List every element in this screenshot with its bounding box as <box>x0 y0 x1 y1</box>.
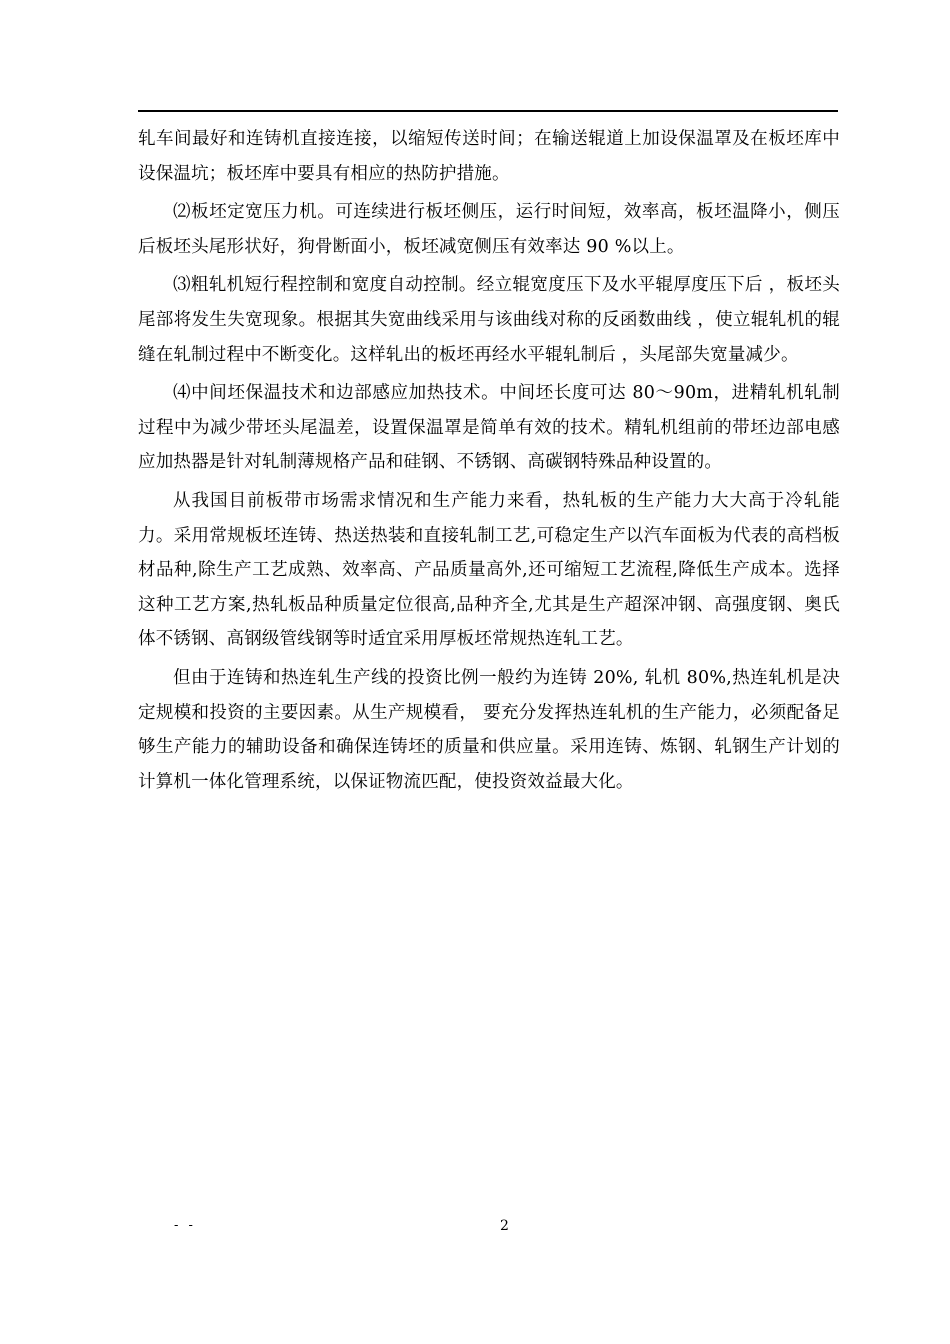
paragraph: 轧车间最好和连铸机直接连接，以缩短传送时间；在输送辊道上加设保温罩及在板坯库中设保温坑；板坯库中要具有相应的热防护措施。 <box>138 129 840 184</box>
paragraph: ⑷中间坯保温技术和边部感应加热技术。中间坯长度可达 80～90m，进精轧机轧制过程中为减少带坯头尾温差，设置保温罩是简单有效的技术。精轧机组前的带坯边部电感应加热器是针对轧制薄规格产品和硅钢、不锈钢、高碳钢特殊品种设置的。 <box>138 383 840 473</box>
paragraph: 从我国目前板带市场需求情况和生产能力来看，热轧板的生产能力大大高于冷轧能力。采用常规板坯连铸、热送热装和直接轧制工艺,可稳定生产以汽车面板为代表的高档板材品种,除生产工艺成熟、效率高、产品质量高外,还可缩短工艺流程,降低生产成本。选择这种工艺方案,热轧板品种质量定位很高,品种齐全,尤其是生产超深冲钢、高强度钢、奥氏体不锈钢、高钢级管线钢等时适宜采用厚板坯常规热连轧工艺。 <box>138 490 840 650</box>
paragraph: ⑶粗轧机短行程控制和宽度自动控制。经立辊宽度压下及水平辊厚度压下后 ，板坯头尾部将发生失宽现象。根据其失宽曲线采用与该曲线对称的反函数曲线 ，使立辊轧机的辊缝在轧制过程中不断变化。这样轧出的板坯再经水平辊轧制后 ，头尾部失宽量减少。 <box>138 275 840 365</box>
paragraph: 但由于连铸和热连轧生产线的投资比例一般约为连铸 20%, 轧机 80%,热连轧机是决定规模和投资的主要因素。从生产规模看， 要充分发挥热连轧机的生产能力，必须配备足够生产能力的辅助设备和确保连铸坯的质量和供应量。采用连铸、炼钢、轧钢生产计划的计算机一体化管理系统，以保证物流匹配，使投资效益最大化。 <box>138 667 840 792</box>
header-rule <box>138 110 838 112</box>
footer-mark: - - <box>174 1218 196 1233</box>
document-body <box>138 122 840 803</box>
page-number: 2 <box>500 1218 509 1234</box>
paragraph: ⑵板坯定宽压力机。可连续进行板坯侧压，运行时间短，效率高，板坯温降小，侧压后板坯头尾形状好，狗骨断面小，板坯减宽侧压有效率达 90 %以上。 <box>138 202 840 257</box>
